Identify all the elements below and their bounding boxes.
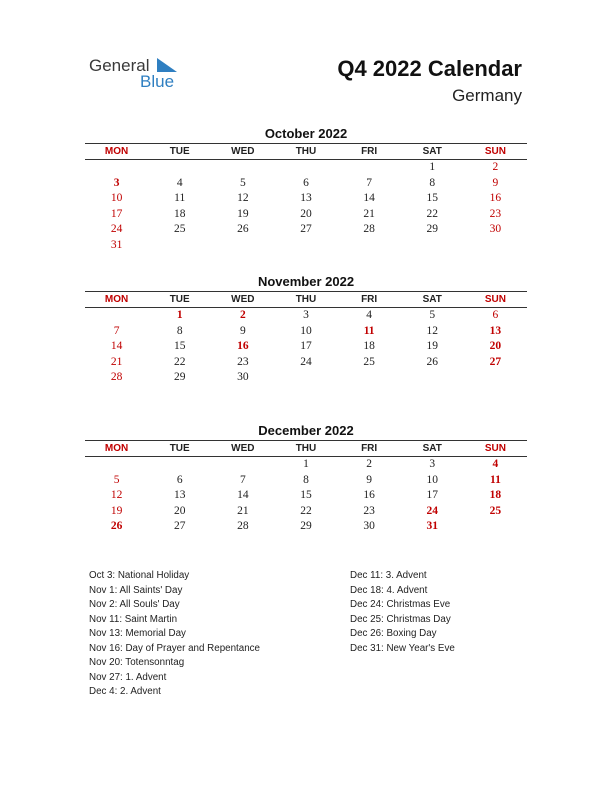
day-cell: 14 xyxy=(237,489,249,502)
day-cell: 5 xyxy=(429,309,436,321)
day-cell: 8 xyxy=(176,324,183,337)
day-cell: 18 xyxy=(489,489,502,502)
holiday-list-right xyxy=(350,569,455,656)
day-cell: 16 xyxy=(489,192,502,205)
holiday-entry: Nov 2: All Souls' Day xyxy=(89,599,180,610)
day-cell: 25 xyxy=(363,355,375,368)
day-cell: 24 xyxy=(300,355,312,368)
day-cell: 17 xyxy=(110,207,123,220)
day-cell: 16 xyxy=(363,489,375,502)
weekday-thu: THU xyxy=(295,443,317,454)
day-cell: 21 xyxy=(363,207,375,220)
day-cell: 5 xyxy=(239,176,246,189)
day-cell: 20 xyxy=(489,340,502,353)
weekday-sun: SUN xyxy=(484,443,506,454)
month-title: October 2022 xyxy=(264,126,348,141)
day-cell: 20 xyxy=(173,504,186,517)
day-grid xyxy=(85,308,527,386)
weekday-mon: MON xyxy=(104,443,129,454)
weekday-sat: SAT xyxy=(422,443,442,454)
day-cell: 12 xyxy=(426,324,439,337)
weekday-sat: SAT xyxy=(422,146,442,157)
holiday-entry: Nov 16: Day of Prayer and Repentance xyxy=(89,642,261,654)
empty-cell xyxy=(148,457,211,473)
day-cell: 8 xyxy=(303,473,309,486)
day-cell: 26 xyxy=(237,223,249,236)
weekday-mon: MON xyxy=(104,146,129,157)
day-cell: 30 xyxy=(489,223,502,236)
weekday-header xyxy=(85,291,527,308)
weekday-fri: FRI xyxy=(361,443,378,454)
day-cell: 4 xyxy=(176,176,183,189)
day-cell: 26 xyxy=(426,355,439,368)
weekday-fri: FRI xyxy=(361,146,378,157)
day-grid xyxy=(85,160,527,254)
empty-cell xyxy=(274,370,337,386)
day-cell: 24 xyxy=(110,223,123,236)
day-cell: 15 xyxy=(173,340,186,353)
holiday-list-left xyxy=(89,569,260,700)
day-cell: 13 xyxy=(173,489,186,502)
empty-cell xyxy=(338,238,401,254)
empty-cell xyxy=(211,238,274,254)
day-cell: 17 xyxy=(426,489,439,502)
country-subtitle: Germany xyxy=(452,86,522,105)
day-grid xyxy=(85,457,527,535)
day-cell: 29 xyxy=(173,371,186,384)
day-cell: 28 xyxy=(237,520,249,533)
empty-cell xyxy=(211,160,274,176)
day-cell: 11 xyxy=(489,473,501,486)
month-november xyxy=(85,273,527,386)
holiday-entry: Dec 11: 3. Advent xyxy=(350,570,427,581)
day-cell: 20 xyxy=(300,207,312,220)
weekday-tue: TUE xyxy=(169,443,190,454)
holiday-entry: Nov 1: All Saints' Day xyxy=(89,584,183,596)
day-cell: 27 xyxy=(300,223,312,236)
holiday-entry: Dec 4: 2. Advent xyxy=(89,686,161,697)
holiday-entry: Nov 20: Totensonntag xyxy=(89,657,185,668)
day-cell: 29 xyxy=(300,520,312,533)
weekday-sat: SAT xyxy=(422,294,442,305)
empty-cell xyxy=(85,160,148,176)
day-cell: 23 xyxy=(489,207,502,220)
holiday-entry: Nov 27: 1. Advent xyxy=(89,671,167,683)
weekday-thu: THU xyxy=(295,294,317,305)
day-cell: 24 xyxy=(426,504,439,517)
weekday-fri: FRI xyxy=(361,294,378,305)
weekday-header xyxy=(85,440,527,457)
empty-cell xyxy=(464,519,527,535)
day-cell: 26 xyxy=(110,520,123,533)
day-cell: 1 xyxy=(429,161,436,173)
day-cell: 12 xyxy=(237,192,249,205)
day-cell: 19 xyxy=(426,340,439,353)
empty-cell xyxy=(464,370,527,386)
day-cell: 15 xyxy=(426,192,439,205)
day-cell: 9 xyxy=(366,473,372,486)
weekday-sun: SUN xyxy=(484,146,506,157)
holiday-entry: Nov 13: Memorial Day xyxy=(89,628,186,639)
day-cell: 15 xyxy=(300,489,312,502)
page-title: Q4 2022 Calendar xyxy=(337,56,522,81)
weekday-wed: WED xyxy=(231,146,255,157)
empty-cell xyxy=(148,238,211,254)
day-cell: 9 xyxy=(239,324,246,337)
day-cell: 23 xyxy=(237,355,249,368)
day-cell: 25 xyxy=(489,504,502,517)
day-cell: 6 xyxy=(492,309,499,321)
day-cell: 23 xyxy=(363,504,375,517)
day-cell: 25 xyxy=(173,223,186,236)
day-cell: 28 xyxy=(110,371,123,384)
day-cell: 6 xyxy=(176,473,183,486)
holiday-entry: Dec 26: Boxing Day xyxy=(350,628,437,639)
day-cell: 13 xyxy=(489,324,502,337)
weekday-wed: WED xyxy=(231,443,255,454)
day-cell: 21 xyxy=(237,504,249,517)
day-cell: 18 xyxy=(363,340,375,353)
logo-text-blue: Blue xyxy=(140,72,175,91)
empty-cell xyxy=(274,160,337,176)
day-cell: 21 xyxy=(110,355,123,368)
empty-cell xyxy=(85,308,148,324)
logo-text-general: General xyxy=(89,56,150,75)
empty-cell xyxy=(85,457,148,473)
month-title: November 2022 xyxy=(257,274,355,289)
day-cell: 10 xyxy=(300,324,312,337)
weekday-tue: TUE xyxy=(169,146,190,157)
day-cell: 10 xyxy=(110,192,123,205)
day-cell: 31 xyxy=(426,520,439,533)
day-cell: 7 xyxy=(366,176,372,189)
day-cell: 27 xyxy=(173,520,186,533)
day-cell: 29 xyxy=(426,223,439,236)
holiday-entry: Dec 25: Christmas Day xyxy=(350,613,451,625)
day-cell: 30 xyxy=(363,520,375,533)
day-cell: 6 xyxy=(303,176,309,189)
weekday-thu: THU xyxy=(295,146,317,157)
holiday-entry: Dec 31: New Year's Eve xyxy=(350,642,455,654)
day-cell: 19 xyxy=(237,207,249,220)
day-cell: 28 xyxy=(363,223,375,236)
logo-triangle-icon xyxy=(157,58,179,74)
month-title: December 2022 xyxy=(258,423,354,438)
holiday-entry: Oct 3: National Holiday xyxy=(89,570,190,581)
day-cell: 2 xyxy=(239,309,246,321)
weekday-wed: WED xyxy=(231,294,255,305)
empty-cell xyxy=(338,370,401,386)
weekday-tue: TUE xyxy=(169,294,190,305)
empty-cell xyxy=(464,238,527,254)
day-cell: 4 xyxy=(366,309,372,321)
day-cell: 10 xyxy=(426,473,439,486)
day-cell: 4 xyxy=(492,458,499,470)
day-cell: 17 xyxy=(300,340,312,353)
holiday-entry: Nov 11: Saint Martin xyxy=(89,613,178,625)
empty-cell xyxy=(401,238,464,254)
day-cell: 3 xyxy=(113,176,120,189)
day-cell: 22 xyxy=(173,355,186,368)
day-cell: 11 xyxy=(174,192,186,205)
empty-cell xyxy=(211,457,274,473)
day-cell: 9 xyxy=(492,176,499,189)
empty-cell xyxy=(401,370,464,386)
day-cell: 2 xyxy=(366,458,372,470)
weekday-mon: MON xyxy=(104,294,129,305)
logo xyxy=(89,56,199,96)
weekday-header xyxy=(85,143,527,160)
empty-cell xyxy=(274,238,337,254)
holiday-entry: Dec 24: Christmas Eve xyxy=(350,599,451,610)
month-december xyxy=(85,422,527,535)
day-cell: 22 xyxy=(300,504,312,517)
day-cell: 31 xyxy=(110,238,123,251)
day-cell: 11 xyxy=(363,324,375,337)
day-cell: 12 xyxy=(110,489,123,502)
day-cell: 13 xyxy=(300,192,312,205)
day-cell: 19 xyxy=(110,504,123,517)
day-cell: 7 xyxy=(239,473,246,486)
day-cell: 3 xyxy=(429,458,436,470)
day-cell: 1 xyxy=(176,309,183,321)
empty-cell xyxy=(148,160,211,176)
day-cell: 1 xyxy=(303,458,309,470)
day-cell: 16 xyxy=(237,340,249,353)
day-cell: 22 xyxy=(426,207,439,220)
day-cell: 2 xyxy=(492,161,499,173)
day-cell: 8 xyxy=(429,176,436,189)
month-october xyxy=(85,125,527,254)
day-cell: 14 xyxy=(363,192,375,205)
day-cell: 5 xyxy=(113,473,120,486)
day-cell: 14 xyxy=(110,340,123,353)
weekday-sun: SUN xyxy=(484,294,506,305)
holiday-entry: Dec 18: 4. Advent xyxy=(350,584,428,596)
day-cell: 3 xyxy=(303,309,309,321)
day-cell: 27 xyxy=(489,355,502,368)
day-cell: 30 xyxy=(237,371,249,384)
day-cell: 18 xyxy=(173,207,186,220)
day-cell: 7 xyxy=(113,324,120,337)
empty-cell xyxy=(338,160,401,176)
